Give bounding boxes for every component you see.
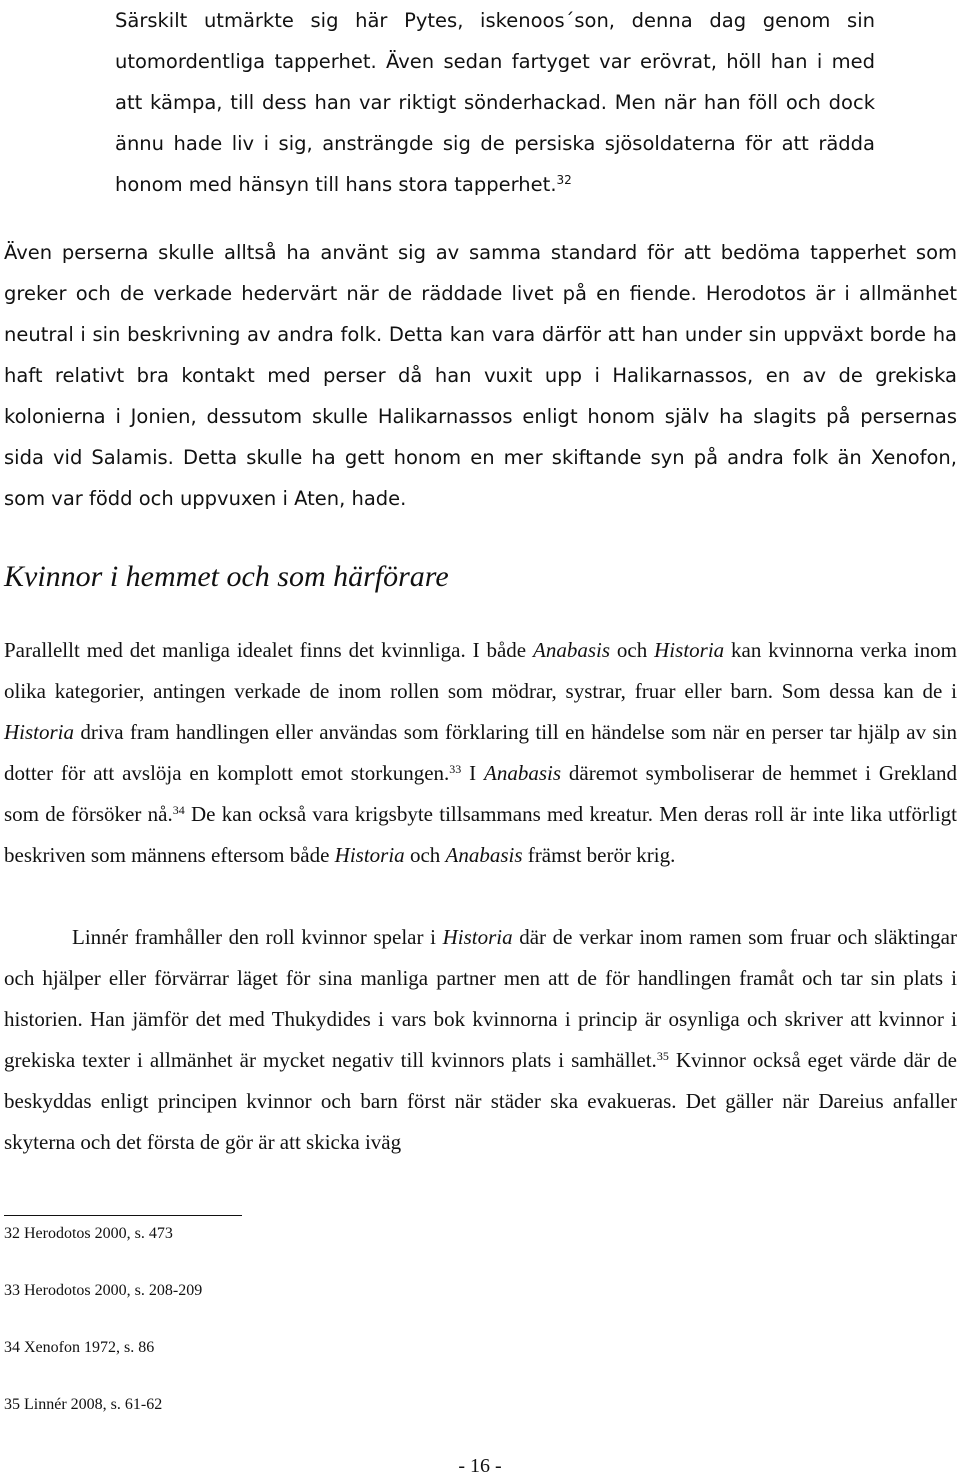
page-number: - 16 - — [458, 1455, 502, 1477]
footnote-separator — [4, 1215, 242, 1216]
italic-title: Anabasis — [445, 843, 523, 867]
footnote-ref-34: 34 — [172, 803, 185, 817]
text-run: Parallellt med det manliga idealet finns det kvinnliga. I både — [4, 638, 534, 662]
footnote: 33 Herodotos 2000, s. 208-209 — [4, 1282, 203, 1299]
italic-title: Historia — [4, 720, 75, 744]
text-run: Linnér framhåller den roll kvinnor spelar i — [72, 925, 443, 949]
footnote: 32 Herodotos 2000, s. 473 — [4, 1225, 173, 1242]
text-run: driva fram handlingen eller användas som förklaring till en händelse som när en perser tar hjälp av sin dotter för att avslöja en komplott emot storkungen. — [4, 720, 957, 785]
section-heading: Kvinnor i hemmet och som härförare — [4, 560, 449, 593]
text-run: I — [461, 761, 485, 785]
italic-title: Historia — [442, 925, 513, 949]
text-run: kan kvinnorna verka inom olika kategorier, antingen verkade de inom rollen som mödrar, systrar, fruar eller barn. Som dessa kan de i — [4, 638, 957, 703]
italic-title: Historia — [334, 843, 405, 867]
body-paragraph — [4, 917, 957, 1163]
footnote-ref-33: 33 — [449, 762, 462, 776]
italic-title: Anabasis — [533, 638, 611, 662]
text-run: däremot symboliserar de hemmet i Grekland som de försöker nå. — [4, 761, 957, 826]
footnote-ref-35: 35 — [656, 1049, 669, 1063]
italic-title: Historia — [654, 638, 725, 662]
footnote-ref-32: 32 — [556, 173, 572, 187]
body-paragraph — [4, 630, 957, 876]
footnote: 34 Xenofon 1972, s. 86 — [4, 1339, 155, 1356]
footnote: 35 Linnér 2008, s. 61-62 — [4, 1396, 163, 1413]
body-paragraph: Även perserna skulle alltså ha använt sig av samma standard för att bedöma tapperhet som greker och de verkade hedervärt när de räddade livet på en fiende. Herodotos är i allmänhet neutral i sin beskrivning av andra folk. Detta kan vara därför att han under sin uppväxt borde ha haft relativt bra kontakt med perser då han vuxit upp i Halikarnassos, en av de grekiska kolonierna i Jonien, dessutom skulle Halikarnassos enligt honom själv ha slagits på persernas sida vid Salamis. Detta skulle ha gett honom en mer skiftande syn på andra folk än Xenofon, som var född och uppvuxen i Aten, hade. — [4, 241, 957, 510]
block-quote — [115, 0, 875, 205]
text-run: och — [404, 843, 446, 867]
italic-title: Anabasis — [484, 761, 562, 785]
text-run: och — [610, 638, 655, 662]
text-run: De kan också vara krigsbyte tillsammans med kreatur. Men deras roll är inte lika utförligt beskriven som männens eftersom både — [4, 802, 957, 867]
text-run: Kvinnor också eget värde där de beskyddas enligt principen kvinnor och barn först när städer ska evakueras. Det gäller när Dareius anfaller skyterna och det första de gör är att skicka iväg — [4, 1048, 957, 1154]
quote-text: Särskilt utmärkte sig här Pytes, iskenoos´son, denna dag genom sin utomordentliga tapperhet. Även sedan fartyget var erövrat, höll han i med att kämpa, till dess han var riktigt sönderhackad. Men när han föll och dock ännu hade liv i sig, ansträngde sig de persiska sjösoldaterna för att rädda honom med hänsyn till hans stora tapperhet. — [115, 9, 875, 196]
text-run: främst berör krig. — [522, 843, 676, 867]
text-run: där de verkar inom ramen som fruar och släktingar och hjälper eller förvärrar läget för sina manliga partner men att de för handlingen framåt och tar sin plats i historien. Han jämför det med Thukydides i vars bok kvinnorna i princip är osynliga och skriver att kvinnor i grekiska texter i allmänhet är mycket negativ till kvinnors plats i samhället. — [4, 925, 957, 1072]
